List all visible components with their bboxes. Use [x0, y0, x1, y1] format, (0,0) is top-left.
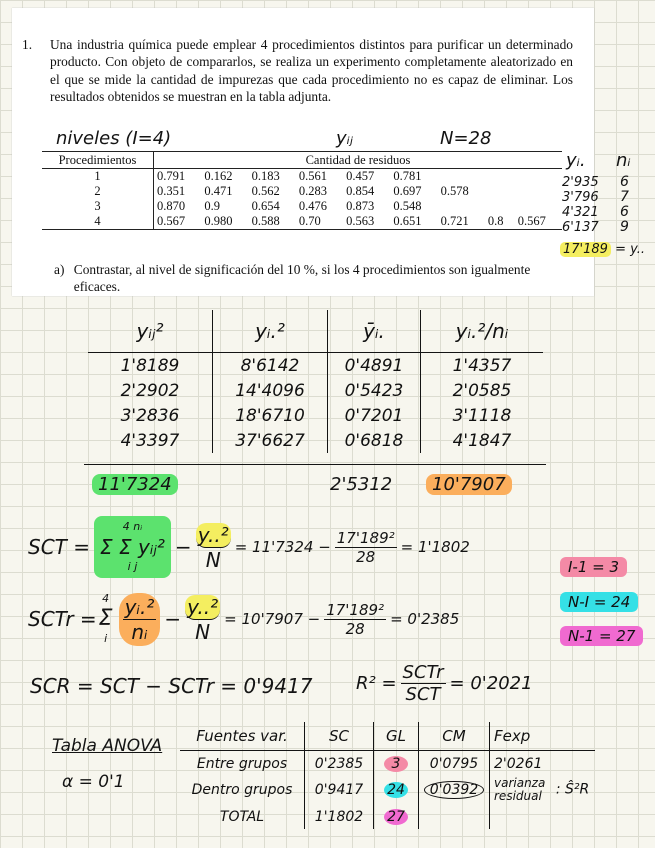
note-N: N=28: [440, 128, 492, 149]
yi-total-value: 17'189: [560, 242, 611, 257]
anova-h-gl: GL: [374, 722, 419, 751]
sct-formula: SCT = 4 nᵢ Σ Σ yᵢⱼ² i j − $\frac{\text{y..²}}{N}$ = 11'7324 − $\frac{\text{17'189²}}{28}$ = 1'1802: [28, 516, 470, 578]
summary-total-4: [426, 474, 512, 495]
summary-cell: 8'6142: [213, 353, 328, 379]
anova-row-total: [180, 804, 595, 829]
question-label: a): [54, 262, 65, 277]
residue-value: [485, 169, 515, 185]
summary-row: [88, 403, 543, 428]
residue-value: 0.781: [393, 169, 422, 183]
note-niveles: niveles (I=4): [56, 128, 172, 149]
residue-value: 0.854: [346, 184, 375, 198]
sctr-term-num: yᵢ.²: [124, 594, 155, 619]
summary-cell: 4'3397: [88, 428, 213, 453]
summary-cell: 0'6818: [328, 428, 421, 453]
anova-table: [180, 722, 595, 829]
sctr-sum-body: Σ: [98, 606, 113, 631]
summary-total-1: [92, 474, 178, 495]
residue-value: 0.870: [157, 199, 186, 213]
sct-sum-body: Σ Σ yᵢⱼ²: [100, 535, 165, 559]
proc-id: 1: [42, 169, 154, 185]
summary-h1: yᵢⱼ²: [88, 310, 213, 353]
summary-cell: 0'5423: [328, 378, 421, 403]
alpha-note: α = 0'1: [62, 772, 125, 792]
residue-value: [485, 184, 515, 199]
r2-den: SCT: [405, 684, 441, 705]
residue-value: [515, 184, 562, 199]
total-yi2ni: 10'7907: [426, 474, 512, 495]
note-yij: yᵢⱼ: [336, 128, 354, 149]
anova-row-dentro: [180, 776, 595, 804]
anova-cm-entre: 0'0795: [419, 751, 490, 777]
data-row-3: [42, 199, 562, 214]
anova-h-fexp: Fexp: [490, 722, 596, 751]
sctr-result: = 0'2385: [390, 610, 460, 628]
sctr-frac-num: y..²: [187, 594, 219, 619]
ni-value: 9: [620, 219, 629, 235]
sctr-frac: [185, 595, 220, 644]
sctr-term: [119, 593, 161, 646]
yi-value: 6'137: [562, 220, 599, 235]
residue-value: [485, 199, 515, 214]
r2-lhs: R² =: [356, 673, 397, 694]
residue-value: 0.162: [204, 169, 233, 183]
varianza-residual: varianza residual: [494, 776, 546, 803]
summary-h3: ȳᵢ.: [328, 310, 421, 353]
residue-value: 0.561: [298, 169, 328, 183]
sctr-formula: SCTr = 4 Σ i $\frac{\text{yᵢ.²}}{\text{nᵢ}}$ − $\frac{\text{y..²}}{N}$ = 10'7907 − $\frac{\text{17'189²}}{28}$ = 0'2385: [28, 592, 460, 645]
sctr-calc: = 10'7907 −: [224, 610, 321, 628]
anova-gl-entre: 3: [384, 756, 408, 772]
anova-row-entre: [180, 751, 595, 777]
sctr-calc-frac: [324, 601, 386, 638]
anova-varianza: [490, 776, 596, 804]
residue-value: 0.283: [298, 184, 328, 198]
sct-calc-num: 17'189²: [336, 528, 395, 547]
proc-id: 2: [42, 184, 154, 199]
anova-h-cm: CM: [419, 722, 490, 751]
residue-value: 0.578: [440, 184, 469, 198]
sctr-sum: [99, 592, 113, 646]
summary-row: [88, 353, 543, 379]
sctr-frac-den: N: [195, 619, 211, 644]
summary-cell: 4'1847: [452, 430, 512, 451]
sct-calc-frac: [335, 529, 397, 566]
yi-total-suffix: = y..: [615, 242, 646, 257]
sctr-term-den: nᵢ: [131, 619, 148, 644]
anova-gl-total: 27: [384, 809, 408, 825]
summary-h4: yᵢ.²/nᵢ: [421, 310, 544, 353]
problem-number: 1.: [22, 37, 33, 52]
residue-value: [515, 199, 562, 214]
residue-value: [438, 169, 485, 185]
sct-sum-top: 4 nᵢ: [122, 520, 143, 533]
r2-num: SCTr: [402, 662, 444, 683]
anova-sc-total: 1'1802: [305, 804, 374, 829]
r2-line: [356, 662, 533, 705]
residue-value: 0.476: [298, 199, 328, 213]
residue-value: 0.562: [251, 184, 280, 198]
yi-value: 3'796: [562, 190, 599, 205]
residue-value: 0.471: [204, 184, 233, 198]
residues-table: [42, 151, 562, 230]
anova-sc-dentro: 0'9417: [305, 776, 374, 804]
sctr-calc-den: 28: [345, 619, 365, 638]
summary-cell: 3'2836: [88, 403, 213, 428]
residue-value: 0.70: [296, 214, 343, 230]
sct-calc: = 11'7324 −: [234, 538, 331, 556]
residue-value: 0.651: [390, 214, 437, 230]
r2-result: = 0'2021: [449, 673, 533, 694]
sct-frac-den: N: [205, 547, 221, 572]
sct-frac: [196, 523, 231, 572]
anova-src-entre: Entre grupos: [180, 751, 305, 777]
residue-value: 0.873: [346, 199, 375, 213]
residue-value: 0.567: [515, 214, 562, 230]
sct-sum-bottom: i j: [127, 560, 138, 573]
df-within-pill: N-I = 24: [560, 592, 638, 612]
residue-value: 0.980: [201, 214, 248, 230]
sct-calc-den: 28: [356, 547, 376, 566]
sctr-lhs: SCTr =: [28, 607, 97, 631]
residue-value: [438, 199, 485, 214]
anova-title: Tabla ANOVA: [52, 736, 163, 756]
problem-sheet: [12, 8, 594, 296]
ni-value: 7: [620, 189, 629, 205]
data-row-1: [42, 169, 562, 185]
summary-underline: [84, 464, 546, 465]
summary-cell: 0'7201: [328, 403, 421, 428]
residue-value: 0.548: [393, 199, 422, 213]
yi-total: [560, 242, 645, 257]
data-row-2: [42, 184, 562, 199]
residue-value: 0.588: [249, 214, 296, 230]
data-row-4: [42, 214, 562, 230]
summary-cell: 18'6710: [213, 403, 328, 428]
yi-column: [562, 175, 599, 235]
summary-cell: 2'2902: [88, 378, 213, 403]
summary-cell: 3'1118: [452, 405, 512, 426]
ni-header: nᵢ: [616, 150, 631, 171]
anova-cm-dentro: 0'0392: [424, 781, 484, 799]
summary-cell: 37'6627: [213, 428, 328, 453]
residue-value: 0.183: [251, 169, 280, 183]
question-a: [54, 261, 564, 295]
sct-sum: [94, 516, 171, 578]
anova-src-dentro: Dentro grupos: [180, 776, 305, 804]
residue-value: 0.567: [154, 214, 202, 230]
s2r-label: : Ŝ²R: [555, 781, 590, 798]
proc-id: 3: [42, 199, 154, 214]
residue-value: 0.351: [157, 184, 186, 198]
anova-gl-dentro: 24: [384, 782, 408, 798]
df-total-pill: N-1 = 27: [560, 626, 643, 646]
residue-value: 0.457: [346, 169, 375, 183]
summary-cell: 1'4357: [452, 355, 512, 376]
residue-value: 0.697: [393, 184, 422, 198]
ni-column: [620, 175, 629, 235]
residue-value: 0.791: [157, 169, 186, 183]
summary-cell: 0'4891: [328, 353, 421, 379]
ni-value: 6: [620, 204, 629, 220]
summary-row: [88, 378, 543, 403]
summary-row: [88, 428, 543, 453]
sct-frac-num: y..²: [197, 522, 229, 547]
residue-value: 0.9: [204, 199, 221, 213]
anova-sc-entre: 0'2385: [305, 751, 374, 777]
col-residuos: Cantidad de residuos: [154, 152, 563, 169]
yi-header: yᵢ.: [566, 150, 586, 171]
col-procedimientos: Procedimientos: [42, 152, 154, 169]
summary-cell: 2'0585: [452, 380, 512, 401]
proc-id: 4: [42, 214, 154, 230]
total-yij2: 11'7324: [92, 474, 178, 495]
problem-statement: [22, 36, 573, 106]
residue-value: 0.563: [343, 214, 390, 230]
summary-table: [88, 310, 543, 453]
yi-value: 2'935: [562, 175, 599, 190]
residue-value: 0.654: [251, 199, 280, 213]
anova-fexp-total: [490, 804, 596, 829]
summary-total-3: 2'5312: [330, 474, 393, 495]
sctr-sum-top: 4: [102, 592, 110, 605]
scr-line: SCR = SCT − SCTr = 0'9417: [30, 674, 313, 698]
summary-cell: 1'8189: [88, 353, 213, 379]
sctr-sum-bottom: i: [104, 632, 108, 645]
summary-cell: 14'4096: [213, 378, 328, 403]
residue-value: 0.721: [438, 214, 485, 230]
sct-result: = 1'1802: [400, 538, 470, 556]
residue-value: [515, 169, 562, 185]
anova-h-fuentes: Fuentes var.: [180, 722, 305, 751]
problem-text: Una industria química puede emplear 4 procedimientos distintos para purificar un determinado producto. Con objeto de compararlos, se realiza un experimento completamente aleatorizado en el que se mide la cantidad de impurezas que cada procedimiento no es capaz de eliminar. Los resultados obtenidos se muestran en la tabla adjunta.: [50, 37, 573, 105]
ni-value: 6: [620, 174, 629, 190]
anova-h-sc: SC: [305, 722, 374, 751]
residue-value: 0.8: [485, 214, 515, 230]
anova-src-total: TOTAL: [180, 804, 305, 829]
sct-lhs: SCT =: [28, 535, 90, 559]
summary-h2: yᵢ.²: [213, 310, 328, 353]
df-between-pill: I-1 = 3: [560, 557, 627, 577]
anova-fexp-entre: 2'0261: [494, 755, 543, 772]
r2-frac: [401, 662, 446, 705]
yi-value: 4'321: [562, 205, 599, 220]
sctr-calc-num: 17'189²: [326, 600, 385, 619]
question-text: Contrastar, al nivel de significación del 10 %, si los 4 procedimientos son igualmente eficaces.: [73, 262, 531, 294]
anova-cm-total: [419, 804, 490, 829]
